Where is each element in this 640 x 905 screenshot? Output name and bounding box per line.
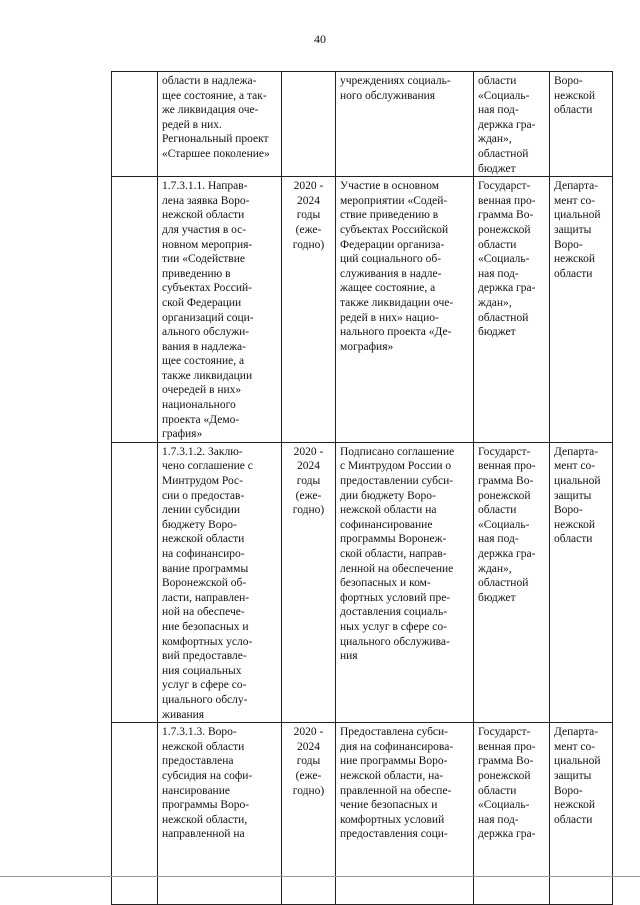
event-cell — [158, 442, 282, 722]
result-cell — [336, 177, 474, 443]
source-text: Государст- венная про- грамма Во- ронежской области «Социаль- ная под- держка гра- ждан», областной бюджет — [478, 445, 536, 604]
period-text: 2020 - 2024 годы (еже- годно) — [292, 726, 325, 797]
period-cell — [282, 72, 336, 177]
result-cell — [336, 72, 474, 177]
event-text: 1.7.3.1.1. Направ- лена заявка Воро- нежской области для участия в ос- новном мероприя- тии «Содействие приведению в субъектах Россий- ской Федерации организаций соци- ального обслужи- вания в надлежа- щее состояние, а также ликвидации очередей в них» национального проекта «Демо- графия» — [162, 180, 254, 441]
source-cell — [474, 442, 550, 722]
result-text: Предоставлена субси- дия на софинансирова- ние программы Воро- нежской области, на- правленной на обеспе- чение безопасных и комфортных условий предоставления соци- — [340, 726, 454, 841]
event-cell — [158, 72, 282, 177]
source-cell — [474, 72, 550, 177]
period-text: 2020 - 2024 годы (еже- годно) — [292, 180, 325, 251]
table-row — [112, 177, 613, 443]
result-cell — [336, 723, 474, 905]
source-text: Государст- венная про- грамма Во- ронежской области «Социаль- ная под- держка гра- ждан», областной бюджет — [478, 180, 536, 339]
source-cell — [474, 177, 550, 443]
table-row — [112, 72, 613, 177]
result-text: Участие в основном мероприятии «Содей- ствие приведению в субъектах Российской Федерации организа- ций социального об- служивания в надле- жащее состояние, а также ликвидации оче- редей в них» нацио- нального проекта «Де- мография» — [340, 180, 454, 353]
event-text: области в надлежа- щее состояние, а так- же ликвидация оче- редей в них. Региональный проект «Старшее поколение» — [162, 75, 270, 160]
executor-cell — [550, 177, 613, 443]
executor-text: Департа- мент со- циальной защиты Воро- нежской области — [554, 445, 601, 546]
row-number-cell — [112, 72, 158, 177]
event-text: 1.7.3.1.2. Заклю- чено соглашение с Минтрудом Рос- сии о предостав- лении субсидии бюджету Воро- нежской области на софинансиро- вание программы Воронежской об- ласти, направлен- ной на обеспече- ние безопасных и комфортных усло- вий предоставле- ния социальных услуг в сфере со- циального обслу- живания — [162, 445, 253, 721]
table-row — [112, 723, 613, 905]
executor-text: Департа- мент со- циальной защиты Воро- нежской области — [554, 726, 601, 826]
executor-cell — [550, 72, 613, 177]
period-text: 2020 - 2024 годы (еже- годно) — [292, 445, 325, 517]
executor-cell — [550, 442, 613, 722]
period-cell — [282, 442, 336, 722]
executor-cell — [550, 723, 613, 905]
executor-text: Воро- нежской области — [554, 75, 596, 117]
event-cell — [158, 723, 282, 905]
page-number: 40 — [314, 32, 326, 46]
page-bottom-rule — [0, 876, 640, 877]
table-row — [112, 442, 613, 722]
period-cell — [282, 723, 336, 905]
event-cell — [158, 177, 282, 443]
executor-text: Департа- мент со- циальной защиты Воро- нежской области — [554, 180, 601, 280]
row-number-cell — [112, 177, 158, 443]
source-text: области «Социаль- ная под- держка гра- ждан», областной бюджет — [478, 75, 536, 175]
result-cell — [336, 442, 474, 722]
row-number-cell — [112, 723, 158, 905]
program-events-table — [111, 71, 613, 905]
source-cell — [474, 723, 550, 905]
result-text: учреждениях социаль- ного обслуживания — [340, 75, 451, 102]
event-text: 1.7.3.1.3. Воро- нежской области предоставлена субсидия на софи- нансирование программы Воро- нежской области, направленной на — [162, 726, 253, 841]
period-cell — [282, 177, 336, 443]
row-number-cell — [112, 442, 158, 722]
result-text: Подписано соглашение с Минтрудом России о предоставлении субси- дии бюджету Воро- нежской области на софинансирование программы Воронеж- ской области, направ- ленной на обеспечение безопасных и ком- фортных условий пре- доставления социаль- ных услуг в сфере со- циального обслужива- ния — [340, 445, 455, 663]
source-text: Государст- венная про- грамма Во- ронежской области «Социаль- ная под- держка гра- — [478, 726, 536, 841]
